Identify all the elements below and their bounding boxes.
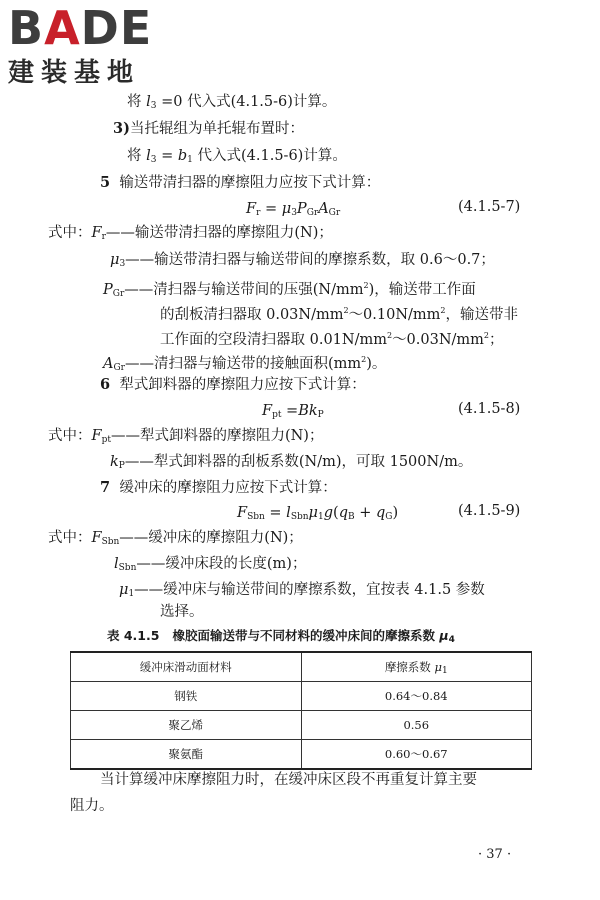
def-mu1-cont: 选择。	[160, 604, 204, 620]
cell-value: 0.60～0.67	[301, 740, 532, 770]
def-kP: $k_P——$犁式卸料器的刮板系数(N/m)，可取 1500N/m。	[110, 454, 473, 471]
logo-wordmark	[8, 1, 183, 55]
cell-value: 0.56	[301, 711, 532, 740]
friction-table	[70, 651, 532, 770]
table-row	[71, 740, 532, 770]
def-mu3: $\mu_3——$输送带清扫器与输送带间的摩擦系数，取 0.6～0.7；	[110, 252, 495, 269]
def-Fr: 式中：$F_r——$输送带清扫器的摩擦阻力(N)；	[48, 225, 333, 242]
def-PGr-cont2: 工作面的空段清扫器取 $0.01N/mm^2\sim 0.03N/mm^2$；	[160, 331, 504, 348]
closing-paragraph-line2: 阻力。	[70, 798, 114, 814]
def-lSbn: $l_{Sbn}——$缓冲床段的长度(m)；	[114, 556, 307, 573]
def-FSbn: 式中：$F_{Sbn}——$缓冲床的摩擦阻力(N)；	[48, 530, 303, 547]
table-row	[71, 711, 532, 740]
para-l3-b1: 将 $l_3 = b_1$ 代入式(4.1.5-6)计算。	[127, 148, 347, 165]
item-5-cleaner: 5 输送带清扫器的摩擦阻力应按下式计算：	[100, 174, 381, 191]
logo-subtitle: 建装基地	[8, 58, 141, 88]
table-caption: 表 4.1.5 橡胶面输送带与不同材料的缓冲床间的摩擦系数 $\mu_4$	[107, 628, 455, 645]
bade-logo	[8, 1, 183, 89]
def-PGr-cont1: 的刮板清扫器取 $0.03N/mm^2\sim 0.10N/mm^2$，输送带非	[160, 306, 519, 323]
cell-material: 钢铁	[71, 682, 302, 711]
logo-letters-de: DE	[80, 1, 153, 55]
table-row	[71, 682, 532, 711]
def-Fpt: 式中：$F_{pt}——$犁式卸料器的摩擦阻力(N)；	[48, 428, 324, 445]
item-7-buffer-bed: 7 缓冲床的摩擦阻力应按下式计算：	[100, 479, 337, 496]
equation-number-8: (4.1.5-8)	[458, 401, 521, 417]
col-header-coefficient: 摩擦系数 $\mu_1$	[301, 652, 532, 682]
equation-number-7: (4.1.5-7)	[458, 199, 521, 215]
logo-letter-a: A	[44, 1, 81, 55]
col-header-material: 缓冲床滑动面材料	[71, 652, 302, 682]
cell-material: 聚氨酯	[71, 740, 302, 770]
formula-4-1-5-8: $F_{pt} =Bk_P$	[262, 403, 324, 420]
para-l3-zero: 将 $l_3 =0$ 代入式(4.1.5-6)计算。	[127, 94, 337, 111]
closing-paragraph-line1: 当计算缓冲床摩擦阻力时，在缓冲床区段不再重复计算主要	[100, 772, 477, 788]
formula-4-1-5-7: $F_r = \mu_3P_{Gr}A_{Gr}$	[246, 201, 341, 218]
logo-letters-b: B	[8, 1, 45, 55]
cell-value: 0.64～0.84	[301, 682, 532, 711]
def-PGr: $P_{Gr}——$清扫器与输送带间的压强$(N/mm^2)$，输送带工作面	[103, 281, 476, 299]
table-header-row	[71, 652, 532, 682]
def-mu1: $\mu_1——$缓冲床与输送带间的摩擦系数，宜按表 4.1.5 参数	[119, 582, 485, 599]
para-single-roller: 3)当托辊组为单托辊布置时：	[113, 120, 304, 137]
formula-4-1-5-9: $F_{Sbn} = l_{Sbn}\mu_1g(q_B + q_G)$	[237, 505, 399, 522]
page-number: · 37 ·	[478, 847, 512, 862]
equation-number-9: (4.1.5-9)	[458, 503, 521, 519]
item-6-plough: 6 犁式卸料器的摩擦阻力应按下式计算：	[100, 376, 366, 393]
cell-material: 聚乙烯	[71, 711, 302, 740]
def-AGr: $A_{Gr}——$清扫器与输送带的接触面积$(mm^2)$。	[103, 355, 387, 373]
